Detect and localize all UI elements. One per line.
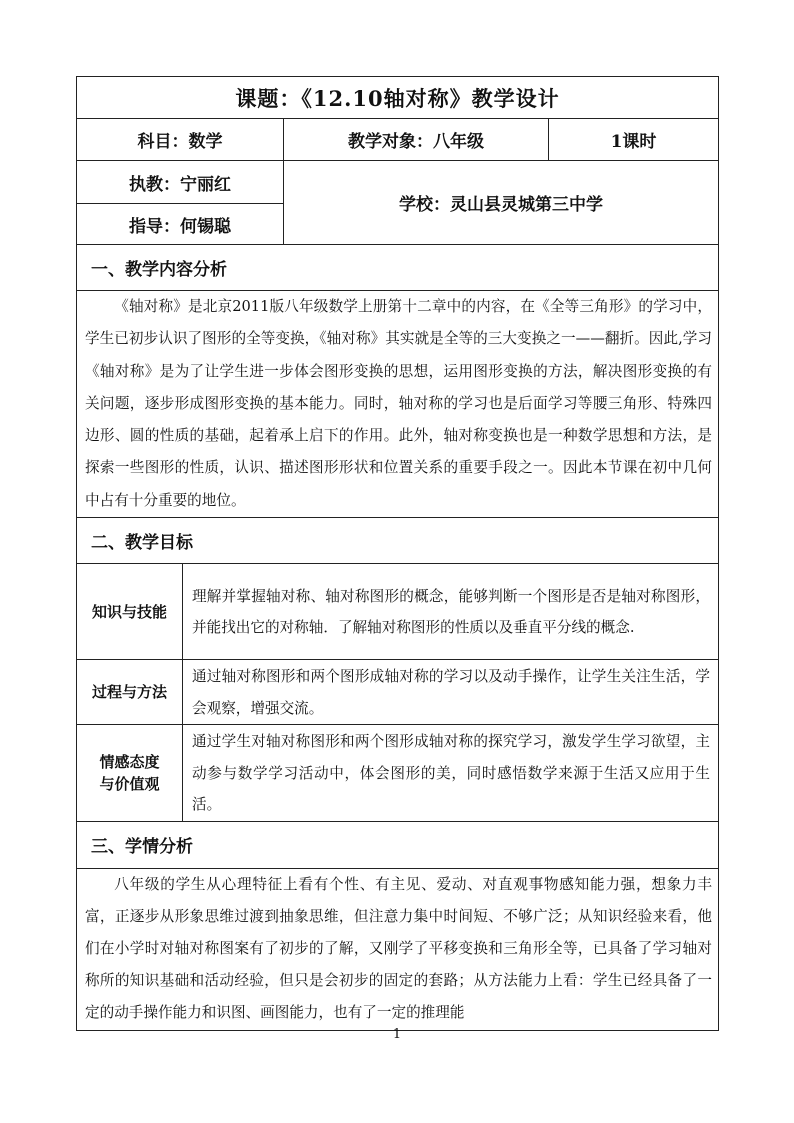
section-heading-learner-analysis: 三、学情分析 [77,821,719,868]
goal-label-line: 与价值观 [99,774,160,793]
audience-cell: 教学对象：八年级 [284,119,549,161]
goal-label-line: 过程与方法 [91,683,167,702]
goal-label-attitude [77,725,183,822]
goal-label-process [77,660,183,725]
section-heading-content-analysis: 一、教学内容分析 [77,245,719,291]
goal-text-knowledge: 理解并掌握轴对称、轴对称图形的概念，能够判断一个图形是否是轴对称图形，并能找出它的对称轴．了解轴对称图形的性质以及垂直平分线的概念. [183,564,719,660]
lesson-plan-table [76,76,719,1031]
subject-cell: 科目：数学 [77,119,284,161]
goal-text-process: 通过轴对称图形和两个图形成轴对称的学习以及动手操作，让学生关注生活，学会观察，增强交流。 [183,660,719,725]
goal-text-attitude: 通过学生对轴对称图形和两个图形成轴对称的探究学习，激发学生学习欲望，主动参与数学学习活动中，体会图形的美，同时感悟数学来源于生活又应用于生活。 [183,725,719,822]
school-cell: 学校：灵山县灵城第三中学 [284,161,719,245]
goal-label-knowledge [77,564,183,660]
content-analysis-text: 《轴对称》是北京2011版八年级数学上册第十二章中的内容，在《全等三角形》的学习中，学生已初步认识了图形的全等变换，《轴对称》其实就是全等的三大变换之一——翻折。因此,学习《轴对称》是为了让学生进一步体会图形变换的思想，运用图形变换的方法，解决图形变换的有关问题，逐步形成图形变换的基本能力。同时，轴对称的学习也是后面学习等腰三角形、特殊四边形、圆的性质的基础，起着承上启下的作用。此外，轴对称变换也是一种数学思想和方法，是探索一些图形的性质，认识、描述图形形状和位置关系的重要手段之一。因此本节课在初中几何中占有十分重要的地位。 [77,291,719,518]
goal-label-line: 知识与技能 [91,602,167,621]
teacher-cell: 执教：宁丽红 [77,161,284,204]
section-heading-teaching-goals: 二、教学目标 [77,518,719,564]
advisor-cell: 指导：何锡聪 [77,204,284,245]
hours-cell: 1课时 [549,119,719,161]
learner-analysis-text: 八年级的学生从心理特征上看有个性、有主见、爱动、对直观事物感知能力强，想象力丰富，正逐步从形象思维过渡到抽象思维，但注意力集中时间短、不够广泛；从知识经验来看，他们在小学时对轴对称图案有了初步的了解，又刚学了平移变换和三角形全等，已具备了学习轴对称所的知识基础和活动经验，但只是会初步的固定的套路；从方法能力上看：学生已经具备了一定的动手操作能力和识图、画图能力，也有了一定的推理能 [77,868,719,1030]
goal-label-line: 情感态度 [99,752,160,771]
page-number: 1 [392,1027,402,1042]
document-title: 课题：《12.10轴对称》教学设计 [77,77,719,119]
